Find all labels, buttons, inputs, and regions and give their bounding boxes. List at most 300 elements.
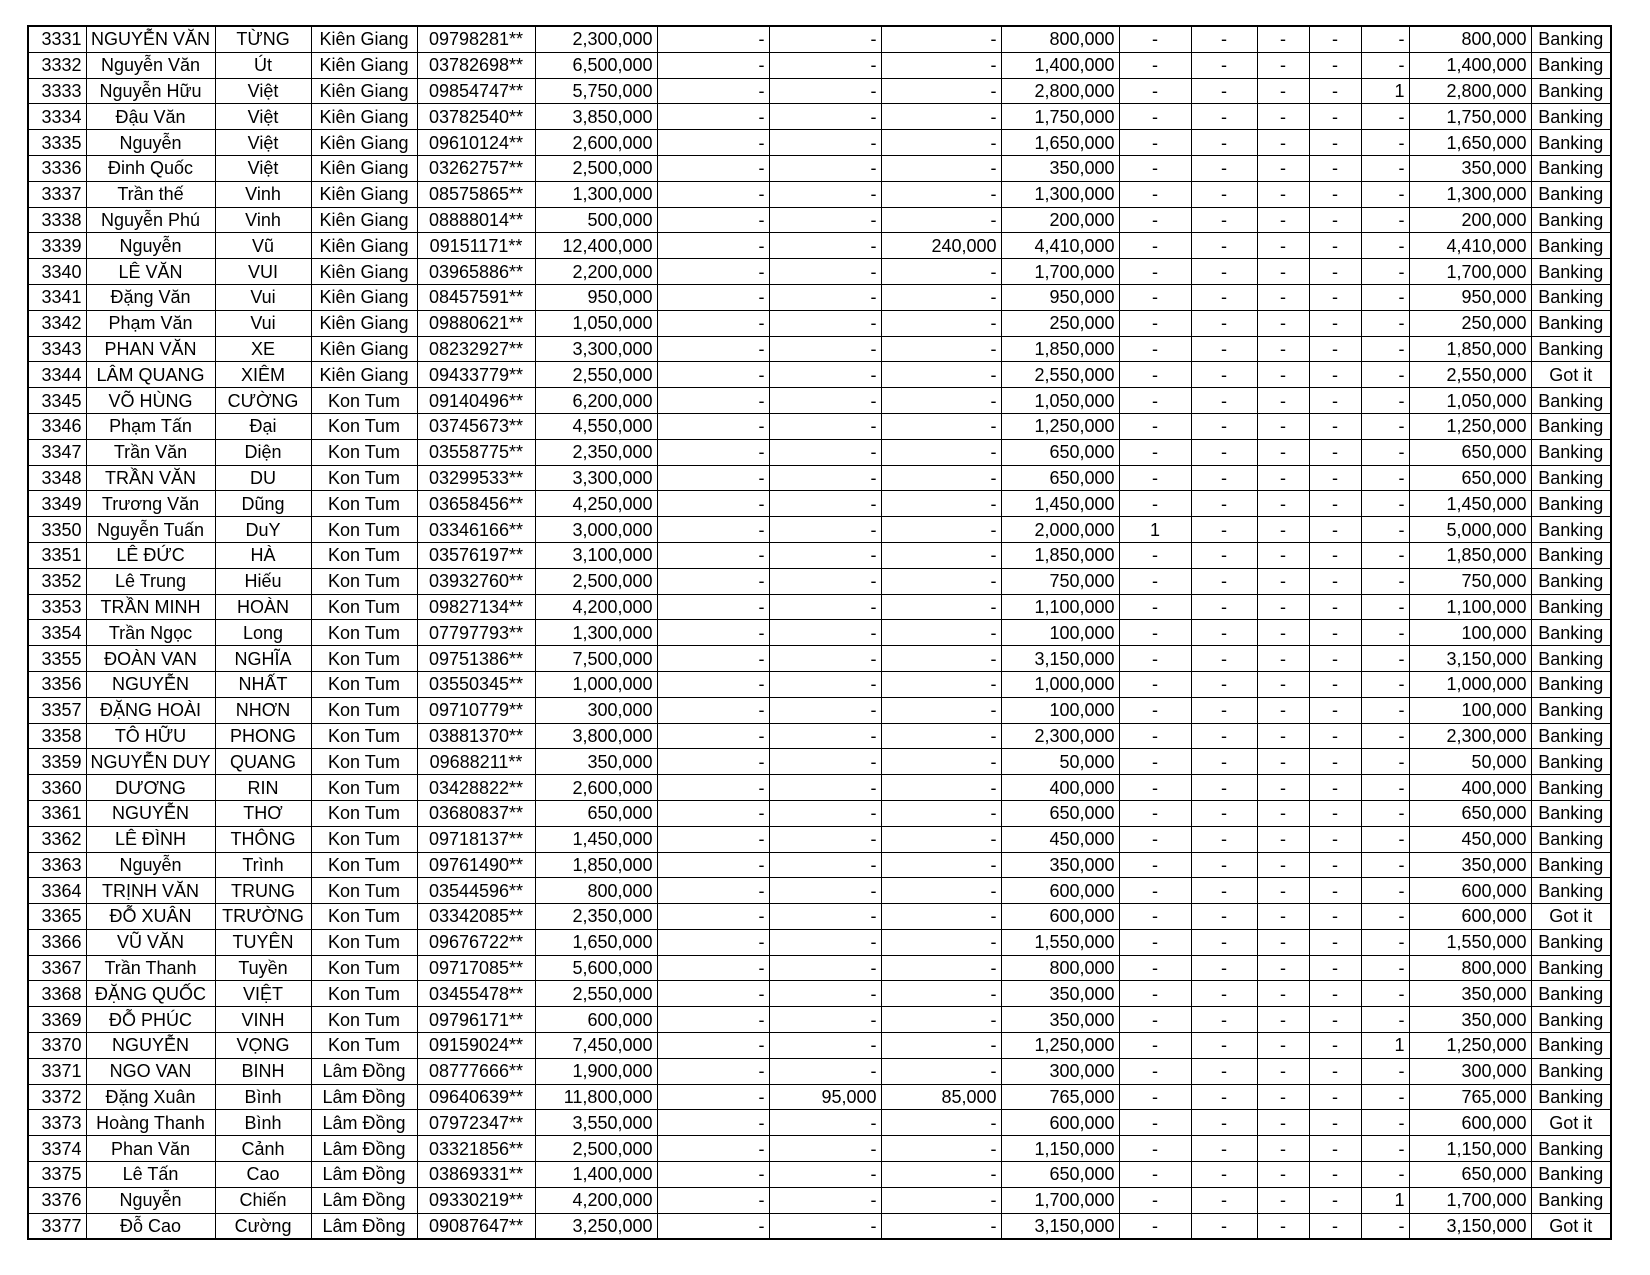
cell-province: Kiên Giang <box>311 310 417 336</box>
cell-flag-2: - <box>1191 826 1257 852</box>
cell-deduction-3: - <box>881 26 1001 52</box>
cell-method: Banking <box>1531 284 1611 310</box>
cell-deduction-2: - <box>769 181 881 207</box>
cell-province: Kiên Giang <box>311 52 417 78</box>
cell-surname: TRỊNH VĂN <box>86 878 215 904</box>
cell-paid-amount: 765,000 <box>1001 1084 1119 1110</box>
cell-phone: 09854747** <box>417 78 535 104</box>
cell-flag-2: - <box>1191 800 1257 826</box>
cell-phone: 03428822** <box>417 775 535 801</box>
cell-total: 1,400,000 <box>1409 52 1531 78</box>
cell-amount: 4,250,000 <box>535 491 657 517</box>
table-row <box>28 646 1611 672</box>
cell-deduction-3: - <box>881 284 1001 310</box>
cell-province: Lâm Đồng <box>311 1084 417 1110</box>
cell-phone: 09159024** <box>417 1033 535 1059</box>
cell-method: Banking <box>1531 52 1611 78</box>
cell-row-number: 3339 <box>28 233 86 259</box>
cell-row-number: 3348 <box>28 465 86 491</box>
cell-deduction-2: - <box>769 104 881 130</box>
cell-deduction-1: - <box>657 671 769 697</box>
cell-deduction-3: - <box>881 1110 1001 1136</box>
cell-flag-5: - <box>1361 800 1409 826</box>
cell-method: Banking <box>1531 542 1611 568</box>
cell-surname: Trần Ngọc <box>86 620 215 646</box>
cell-deduction-1: - <box>657 1033 769 1059</box>
table-row <box>28 1084 1611 1110</box>
cell-deduction-3: - <box>881 568 1001 594</box>
cell-flag-1: - <box>1119 749 1191 775</box>
cell-flag-1: - <box>1119 207 1191 233</box>
cell-flag-4: - <box>1309 800 1361 826</box>
cell-flag-5: - <box>1361 955 1409 981</box>
cell-given-name: Vinh <box>215 207 311 233</box>
cell-total: 650,000 <box>1409 1162 1531 1188</box>
cell-surname: Đặng Văn <box>86 284 215 310</box>
cell-given-name: Hiếu <box>215 568 311 594</box>
cell-province: Kon Tum <box>311 542 417 568</box>
table-row <box>28 1033 1611 1059</box>
cell-total: 600,000 <box>1409 904 1531 930</box>
cell-total: 400,000 <box>1409 775 1531 801</box>
cell-method: Banking <box>1531 336 1611 362</box>
cell-phone: 07972347** <box>417 1110 535 1136</box>
cell-surname: NGUYỄN <box>86 671 215 697</box>
cell-flag-4: - <box>1309 878 1361 904</box>
cell-surname: Trần Văn <box>86 439 215 465</box>
cell-amount: 350,000 <box>535 749 657 775</box>
table-row <box>28 233 1611 259</box>
cell-phone: 03782540** <box>417 104 535 130</box>
cell-flag-5: - <box>1361 181 1409 207</box>
cell-flag-4: - <box>1309 929 1361 955</box>
cell-flag-4: - <box>1309 155 1361 181</box>
cell-surname: Lê Tấn <box>86 1162 215 1188</box>
cell-flag-3: - <box>1257 749 1309 775</box>
cell-flag-5: - <box>1361 310 1409 336</box>
cell-method: Banking <box>1531 800 1611 826</box>
cell-method: Banking <box>1531 310 1611 336</box>
cell-province: Kon Tum <box>311 1007 417 1033</box>
cell-total: 350,000 <box>1409 1007 1531 1033</box>
cell-given-name: Tuyền <box>215 955 311 981</box>
cell-flag-2: - <box>1191 1084 1257 1110</box>
cell-flag-2: - <box>1191 929 1257 955</box>
cell-deduction-3: - <box>881 52 1001 78</box>
cell-given-name: Đại <box>215 413 311 439</box>
cell-given-name: TUYÊN <box>215 929 311 955</box>
cell-surname: TRẦN VĂN <box>86 465 215 491</box>
cell-paid-amount: 350,000 <box>1001 1007 1119 1033</box>
cell-total: 1,700,000 <box>1409 259 1531 285</box>
cell-flag-2: - <box>1191 336 1257 362</box>
cell-flag-2: - <box>1191 542 1257 568</box>
cell-deduction-3: - <box>881 78 1001 104</box>
cell-flag-3: - <box>1257 929 1309 955</box>
cell-province: Kon Tum <box>311 594 417 620</box>
cell-flag-2: - <box>1191 155 1257 181</box>
cell-surname: Đặng Xuân <box>86 1084 215 1110</box>
cell-amount: 2,550,000 <box>535 981 657 1007</box>
cell-amount: 1,400,000 <box>535 1162 657 1188</box>
cell-deduction-1: - <box>657 362 769 388</box>
table-row <box>28 826 1611 852</box>
table-row <box>28 336 1611 362</box>
cell-flag-3: - <box>1257 800 1309 826</box>
cell-flag-3: - <box>1257 1033 1309 1059</box>
cell-flag-2: - <box>1191 955 1257 981</box>
cell-flag-5: - <box>1361 1058 1409 1084</box>
cell-paid-amount: 2,000,000 <box>1001 517 1119 543</box>
cell-flag-3: - <box>1257 233 1309 259</box>
cell-flag-5: - <box>1361 233 1409 259</box>
cell-deduction-2: - <box>769 155 881 181</box>
cell-province: Kon Tum <box>311 620 417 646</box>
cell-flag-4: - <box>1309 568 1361 594</box>
table-row <box>28 155 1611 181</box>
cell-method: Got it <box>1531 1110 1611 1136</box>
cell-flag-3: - <box>1257 620 1309 646</box>
table-row <box>28 413 1611 439</box>
cell-flag-3: - <box>1257 646 1309 672</box>
cell-paid-amount: 100,000 <box>1001 697 1119 723</box>
cell-paid-amount: 1,000,000 <box>1001 671 1119 697</box>
cell-surname: Nguyễn <box>86 852 215 878</box>
cell-total: 200,000 <box>1409 207 1531 233</box>
cell-total: 600,000 <box>1409 1110 1531 1136</box>
cell-surname: Trần thế <box>86 181 215 207</box>
cell-amount: 3,800,000 <box>535 723 657 749</box>
cell-flag-3: - <box>1257 413 1309 439</box>
cell-flag-5: - <box>1361 981 1409 1007</box>
cell-deduction-2: - <box>769 233 881 259</box>
cell-surname: Nguyễn Hữu <box>86 78 215 104</box>
cell-deduction-1: - <box>657 181 769 207</box>
cell-total: 2,300,000 <box>1409 723 1531 749</box>
cell-total: 3,150,000 <box>1409 1213 1531 1239</box>
cell-flag-2: - <box>1191 620 1257 646</box>
cell-row-number: 3338 <box>28 207 86 233</box>
cell-province: Kon Tum <box>311 981 417 1007</box>
cell-province: Kon Tum <box>311 826 417 852</box>
cell-flag-5: - <box>1361 878 1409 904</box>
cell-surname: LÊ ĐÌNH <box>86 826 215 852</box>
cell-method: Banking <box>1531 646 1611 672</box>
cell-row-number: 3346 <box>28 413 86 439</box>
cell-given-name: Vinh <box>215 181 311 207</box>
table-row <box>28 671 1611 697</box>
cell-given-name: NHƠN <box>215 697 311 723</box>
cell-flag-2: - <box>1191 568 1257 594</box>
cell-surname: ĐẶNG HOÀI <box>86 697 215 723</box>
cell-flag-1: - <box>1119 1187 1191 1213</box>
cell-deduction-2: - <box>769 646 881 672</box>
cell-surname: Nguyễn Phú <box>86 207 215 233</box>
cell-given-name: Bình <box>215 1110 311 1136</box>
cell-amount: 3,300,000 <box>535 465 657 491</box>
cell-province: Kon Tum <box>311 1033 417 1059</box>
cell-method: Banking <box>1531 130 1611 156</box>
cell-paid-amount: 650,000 <box>1001 1162 1119 1188</box>
cell-total: 300,000 <box>1409 1058 1531 1084</box>
cell-paid-amount: 1,450,000 <box>1001 491 1119 517</box>
cell-deduction-1: - <box>657 130 769 156</box>
cell-amount: 500,000 <box>535 207 657 233</box>
cell-given-name: Cao <box>215 1162 311 1188</box>
cell-given-name: PHONG <box>215 723 311 749</box>
cell-method: Banking <box>1531 929 1611 955</box>
cell-deduction-1: - <box>657 259 769 285</box>
cell-province: Kon Tum <box>311 439 417 465</box>
cell-surname: Phạm Văn <box>86 310 215 336</box>
cell-paid-amount: 1,300,000 <box>1001 181 1119 207</box>
cell-given-name: TỪNG <box>215 26 311 52</box>
cell-flag-5: - <box>1361 904 1409 930</box>
cell-flag-1: - <box>1119 78 1191 104</box>
cell-row-number: 3371 <box>28 1058 86 1084</box>
cell-phone: 09718137** <box>417 826 535 852</box>
cell-flag-4: - <box>1309 207 1361 233</box>
cell-deduction-1: - <box>657 594 769 620</box>
table-row <box>28 620 1611 646</box>
cell-flag-3: - <box>1257 568 1309 594</box>
cell-deduction-2: 95,000 <box>769 1084 881 1110</box>
cell-given-name: CƯỜNG <box>215 388 311 414</box>
cell-amount: 3,300,000 <box>535 336 657 362</box>
cell-deduction-3: - <box>881 878 1001 904</box>
cell-total: 100,000 <box>1409 697 1531 723</box>
cell-deduction-3: - <box>881 1058 1001 1084</box>
cell-surname: VŨ VĂN <box>86 929 215 955</box>
cell-method: Banking <box>1531 388 1611 414</box>
cell-flag-1: - <box>1119 259 1191 285</box>
cell-flag-4: - <box>1309 955 1361 981</box>
cell-flag-1: - <box>1119 1162 1191 1188</box>
cell-phone: 08777666** <box>417 1058 535 1084</box>
cell-deduction-3: - <box>881 594 1001 620</box>
cell-deduction-3: - <box>881 104 1001 130</box>
cell-flag-2: - <box>1191 491 1257 517</box>
cell-deduction-1: - <box>657 955 769 981</box>
cell-flag-1: - <box>1119 904 1191 930</box>
cell-surname: TRẦN MINH <box>86 594 215 620</box>
cell-phone: 03881370** <box>417 723 535 749</box>
table-row <box>28 723 1611 749</box>
cell-given-name: Việt <box>215 155 311 181</box>
cell-flag-3: - <box>1257 491 1309 517</box>
cell-total: 1,250,000 <box>1409 1033 1531 1059</box>
cell-deduction-2: - <box>769 697 881 723</box>
cell-flag-1: - <box>1119 1110 1191 1136</box>
cell-province: Kon Tum <box>311 646 417 672</box>
cell-flag-1: - <box>1119 1136 1191 1162</box>
cell-phone: 03262757** <box>417 155 535 181</box>
cell-row-number: 3344 <box>28 362 86 388</box>
cell-given-name: DuY <box>215 517 311 543</box>
cell-deduction-2: - <box>769 362 881 388</box>
cell-deduction-2: - <box>769 878 881 904</box>
cell-given-name: Cảnh <box>215 1136 311 1162</box>
cell-method: Banking <box>1531 1136 1611 1162</box>
cell-surname: LÊ ĐỨC <box>86 542 215 568</box>
cell-given-name: Diện <box>215 439 311 465</box>
cell-total: 765,000 <box>1409 1084 1531 1110</box>
cell-flag-4: - <box>1309 517 1361 543</box>
cell-surname: NGUYỄN <box>86 800 215 826</box>
cell-phone: 09688211** <box>417 749 535 775</box>
cell-deduction-3: - <box>881 130 1001 156</box>
cell-deduction-1: - <box>657 155 769 181</box>
cell-total: 1,150,000 <box>1409 1136 1531 1162</box>
cell-deduction-3: - <box>881 465 1001 491</box>
cell-method: Banking <box>1531 465 1611 491</box>
cell-flag-2: - <box>1191 517 1257 543</box>
cell-row-number: 3335 <box>28 130 86 156</box>
cell-phone: 09151171** <box>417 233 535 259</box>
cell-amount: 800,000 <box>535 878 657 904</box>
cell-province: Lâm Đồng <box>311 1110 417 1136</box>
cell-row-number: 3366 <box>28 929 86 955</box>
cell-flag-2: - <box>1191 413 1257 439</box>
cell-deduction-2: - <box>769 1162 881 1188</box>
cell-flag-4: - <box>1309 26 1361 52</box>
cell-given-name: Việt <box>215 130 311 156</box>
cell-method: Banking <box>1531 207 1611 233</box>
cell-flag-1: - <box>1119 671 1191 697</box>
cell-row-number: 3354 <box>28 620 86 646</box>
cell-flag-3: - <box>1257 130 1309 156</box>
cell-amount: 2,350,000 <box>535 439 657 465</box>
table-row <box>28 568 1611 594</box>
cell-deduction-3: - <box>881 775 1001 801</box>
cell-amount: 2,350,000 <box>535 904 657 930</box>
cell-province: Kiên Giang <box>311 26 417 52</box>
cell-deduction-2: - <box>769 284 881 310</box>
table-row <box>28 130 1611 156</box>
cell-flag-1: - <box>1119 491 1191 517</box>
cell-deduction-3: - <box>881 517 1001 543</box>
cell-surname: NGUYỄN VĂN <box>86 26 215 52</box>
cell-total: 1,550,000 <box>1409 929 1531 955</box>
cell-flag-4: - <box>1309 620 1361 646</box>
cell-amount: 3,100,000 <box>535 542 657 568</box>
table-row <box>28 749 1611 775</box>
cell-province: Lâm Đồng <box>311 1058 417 1084</box>
cell-total: 5,000,000 <box>1409 517 1531 543</box>
cell-row-number: 3350 <box>28 517 86 543</box>
cell-surname: ĐỖ PHÚC <box>86 1007 215 1033</box>
cell-flag-3: - <box>1257 78 1309 104</box>
cell-flag-1: - <box>1119 310 1191 336</box>
table-row <box>28 904 1611 930</box>
cell-row-number: 3361 <box>28 800 86 826</box>
cell-deduction-2: - <box>769 465 881 491</box>
cell-flag-5: - <box>1361 362 1409 388</box>
cell-phone: 03576197** <box>417 542 535 568</box>
cell-flag-1: - <box>1119 723 1191 749</box>
cell-paid-amount: 3,150,000 <box>1001 646 1119 672</box>
cell-paid-amount: 950,000 <box>1001 284 1119 310</box>
cell-deduction-1: - <box>657 929 769 955</box>
cell-row-number: 3369 <box>28 1007 86 1033</box>
cell-flag-3: - <box>1257 104 1309 130</box>
table-row <box>28 104 1611 130</box>
cell-amount: 300,000 <box>535 697 657 723</box>
cell-phone: 09330219** <box>417 1187 535 1213</box>
cell-flag-3: - <box>1257 1162 1309 1188</box>
cell-flag-5: - <box>1361 671 1409 697</box>
cell-method: Banking <box>1531 1084 1611 1110</box>
cell-deduction-2: - <box>769 826 881 852</box>
cell-province: Lâm Đồng <box>311 1162 417 1188</box>
cell-method: Banking <box>1531 594 1611 620</box>
cell-flag-2: - <box>1191 1136 1257 1162</box>
cell-deduction-1: - <box>657 1007 769 1033</box>
cell-method: Banking <box>1531 697 1611 723</box>
cell-flag-2: - <box>1191 26 1257 52</box>
cell-deduction-3: - <box>881 439 1001 465</box>
cell-deduction-3: - <box>881 336 1001 362</box>
cell-paid-amount: 600,000 <box>1001 878 1119 904</box>
payout-table <box>27 25 1612 1240</box>
cell-deduction-3: - <box>881 800 1001 826</box>
cell-total: 350,000 <box>1409 981 1531 1007</box>
cell-amount: 1,300,000 <box>535 620 657 646</box>
cell-flag-3: - <box>1257 439 1309 465</box>
table-row <box>28 542 1611 568</box>
cell-flag-5: - <box>1361 155 1409 181</box>
cell-flag-4: - <box>1309 697 1361 723</box>
table-row <box>28 362 1611 388</box>
cell-surname: Lê Trung <box>86 568 215 594</box>
cell-amount: 1,300,000 <box>535 181 657 207</box>
cell-flag-2: - <box>1191 104 1257 130</box>
cell-flag-1: - <box>1119 388 1191 414</box>
cell-flag-5: - <box>1361 517 1409 543</box>
cell-deduction-3: - <box>881 1007 1001 1033</box>
cell-total: 3,150,000 <box>1409 646 1531 672</box>
cell-deduction-1: - <box>657 1162 769 1188</box>
cell-phone: 09710779** <box>417 697 535 723</box>
cell-surname: NGUYỄN <box>86 1033 215 1059</box>
table-row <box>28 1136 1611 1162</box>
cell-row-number: 3358 <box>28 723 86 749</box>
cell-surname: Trương Văn <box>86 491 215 517</box>
cell-flag-4: - <box>1309 671 1361 697</box>
cell-method: Banking <box>1531 671 1611 697</box>
cell-paid-amount: 1,550,000 <box>1001 929 1119 955</box>
cell-flag-4: - <box>1309 1187 1361 1213</box>
cell-row-number: 3332 <box>28 52 86 78</box>
cell-flag-4: - <box>1309 413 1361 439</box>
cell-paid-amount: 650,000 <box>1001 465 1119 491</box>
cell-flag-3: - <box>1257 1187 1309 1213</box>
cell-total: 650,000 <box>1409 465 1531 491</box>
cell-row-number: 3342 <box>28 310 86 336</box>
cell-flag-1: - <box>1119 852 1191 878</box>
cell-phone: 09827134** <box>417 594 535 620</box>
cell-flag-4: - <box>1309 439 1361 465</box>
cell-phone: 03455478** <box>417 981 535 1007</box>
cell-deduction-3: - <box>881 852 1001 878</box>
cell-province: Kon Tum <box>311 491 417 517</box>
cell-amount: 1,450,000 <box>535 826 657 852</box>
cell-province: Kon Tum <box>311 852 417 878</box>
cell-given-name: THƠ <box>215 800 311 826</box>
cell-deduction-2: - <box>769 310 881 336</box>
cell-method: Banking <box>1531 259 1611 285</box>
cell-paid-amount: 1,700,000 <box>1001 259 1119 285</box>
